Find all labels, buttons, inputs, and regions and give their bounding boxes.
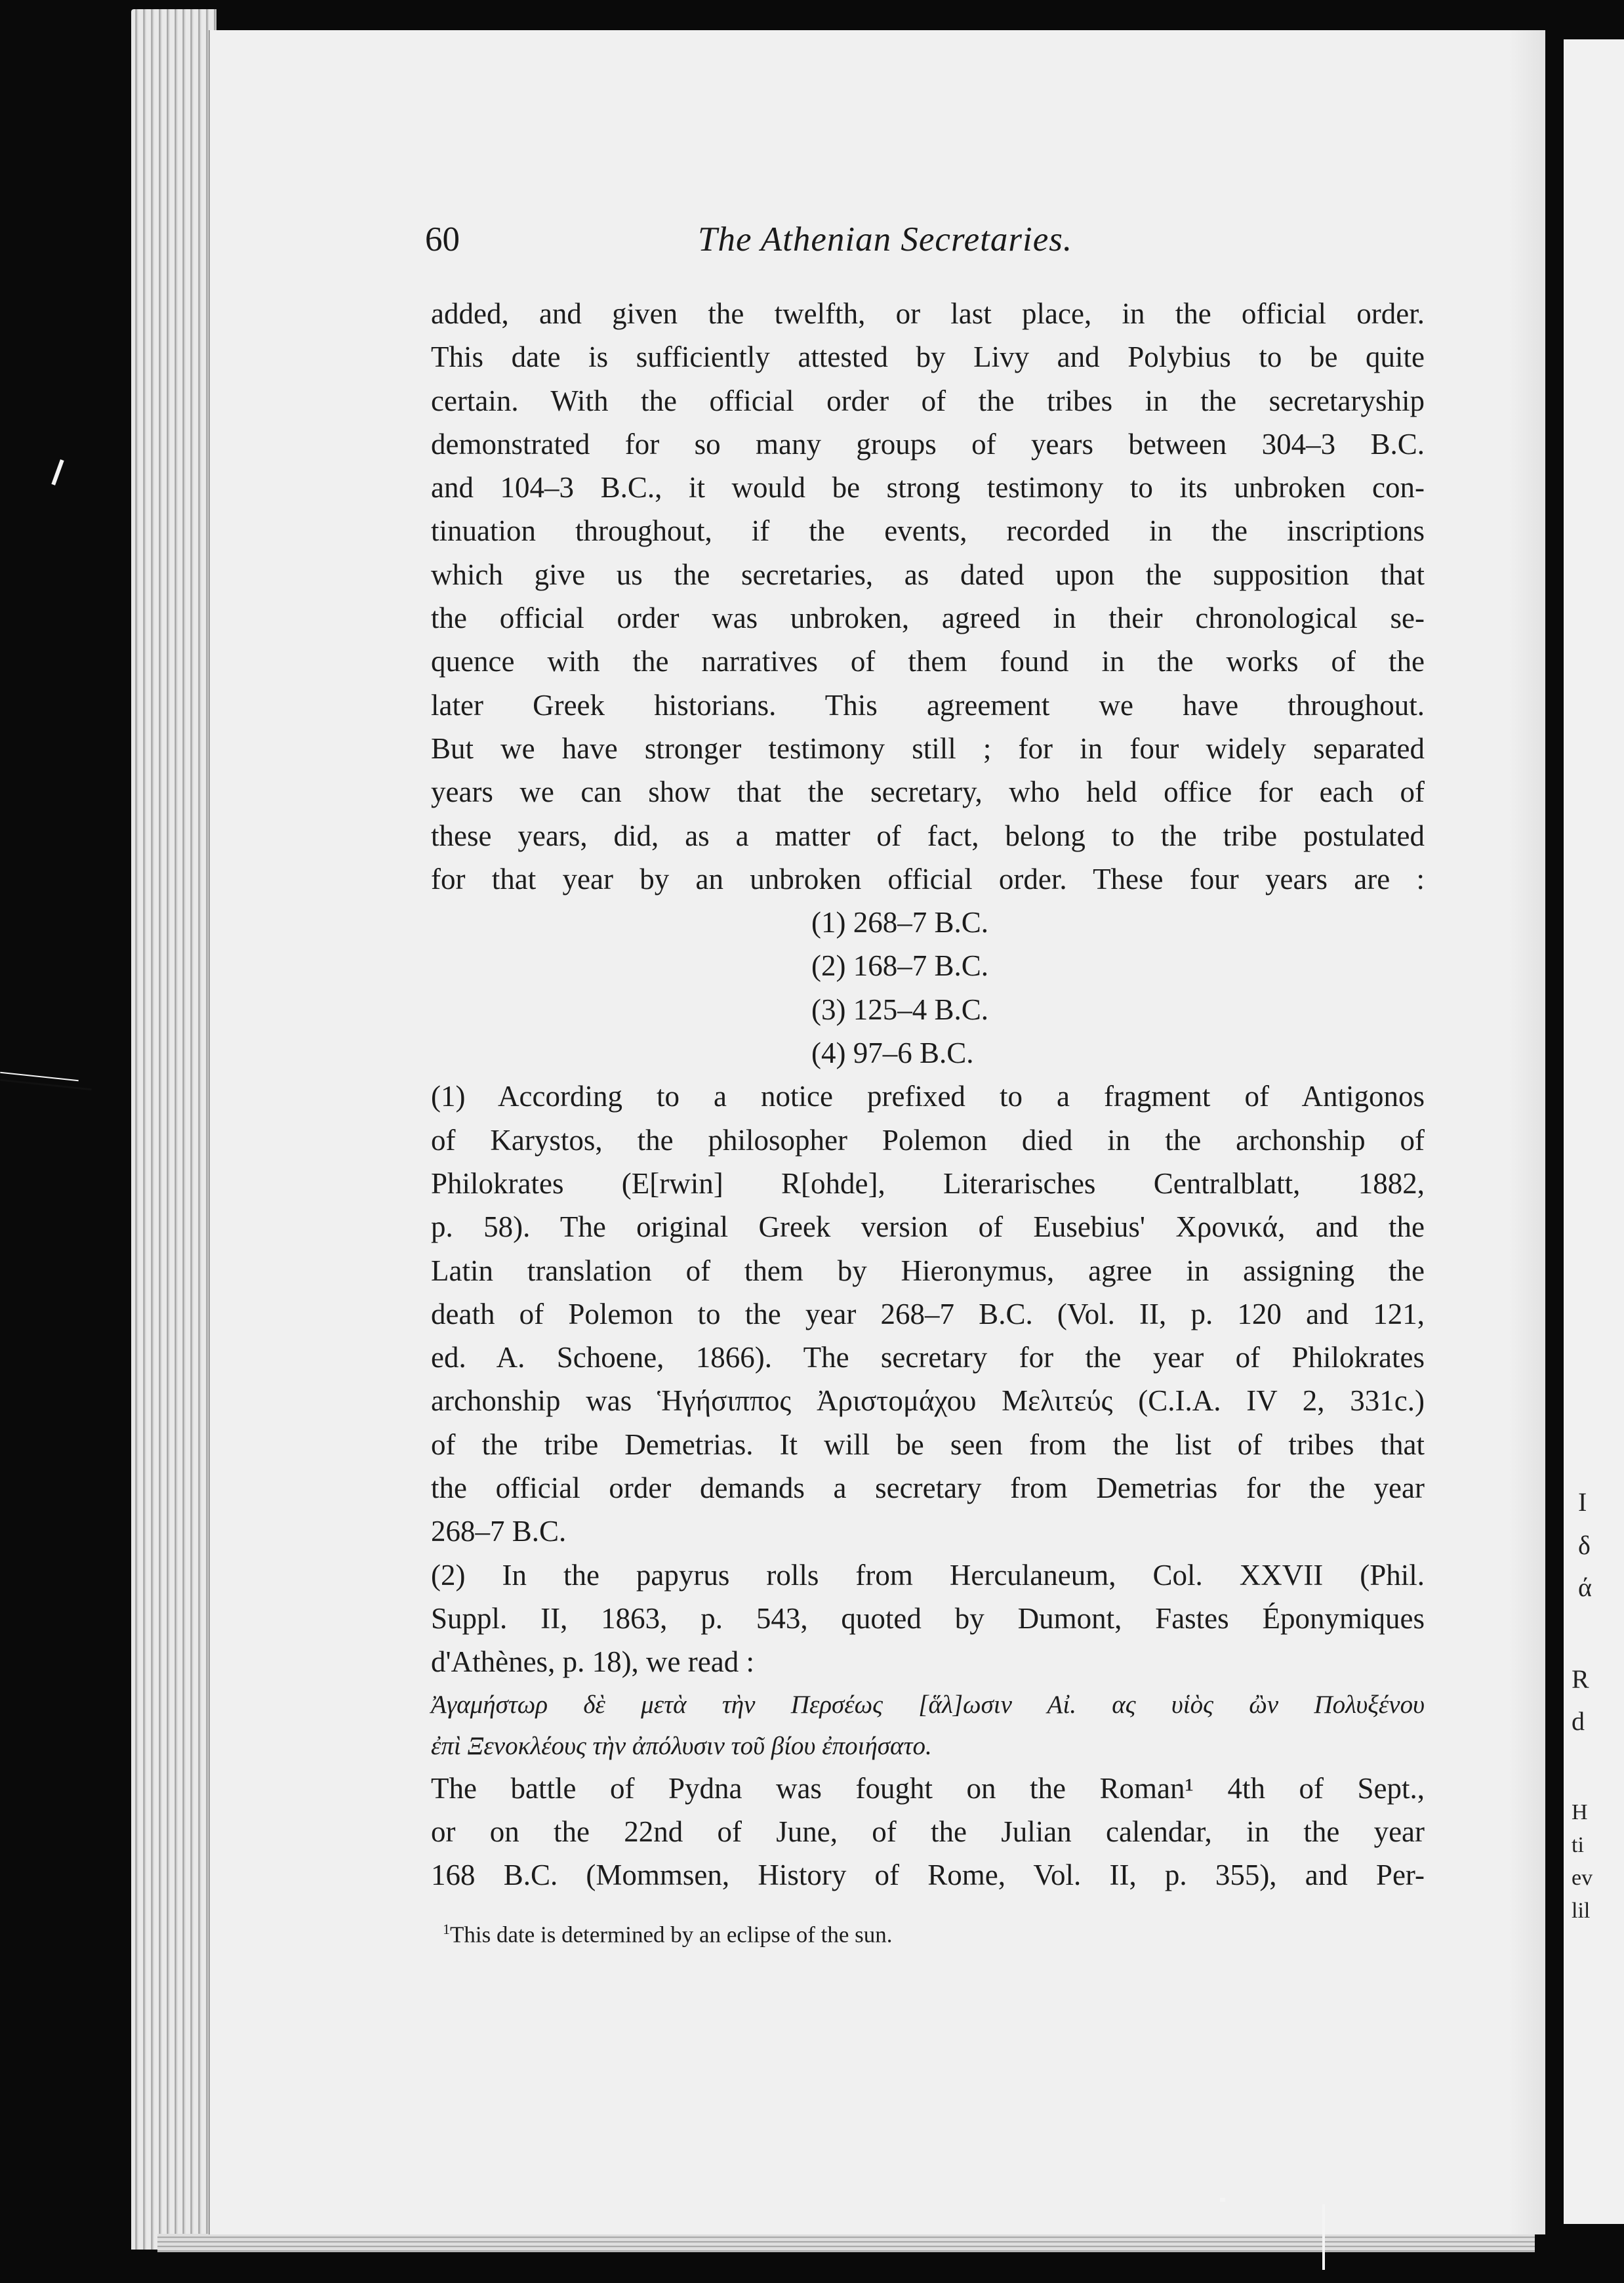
body-text — [431, 292, 1425, 1897]
text-line: of Karystos, the philosopher Polemon died in the archonship of — [431, 1123, 1425, 1157]
text-line: demonstrated for so many groups of years between 304–3 B.C. — [431, 427, 1425, 461]
adjacent-page-fragment: I — [1578, 1487, 1587, 1517]
page-gutter-shadow — [1509, 30, 1545, 2234]
text-line: Latin translation of them by Hieronymus, agree in assigning the — [431, 1254, 1425, 1287]
greek-quotation-line: ἐπὶ Ξενοκλέους τὴν ἀπόλυσιν τοῦ βίου ἐποιήσατο. — [431, 1731, 932, 1760]
adjacent-page-fragment: lil — [1572, 1899, 1591, 1923]
text-line: tinuation throughout, if the events, recorded in the inscriptions — [431, 514, 1425, 548]
page-edges-bottom — [157, 2234, 1535, 2252]
text-line: the official order demands a secretary from Demetrias for the year — [431, 1471, 1425, 1505]
text-line: (1) According to a notice prefixed to a fragment of Antigonos — [431, 1080, 1425, 1113]
text-line: for that year by an unbroken official order. These four years are : — [431, 862, 1425, 895]
adjacent-page-fragment: ti — [1572, 1833, 1584, 1857]
year-list-item: (4) 97–6 B.C. — [811, 1037, 974, 1070]
text-line: later Greek historians. This agreement we have throughout. — [431, 688, 1425, 722]
scan-artifact — [51, 459, 64, 485]
text-line: these years, did, as a matter of fact, belong to the tribe postulated — [431, 819, 1425, 852]
running-title: The Athenian Secretaries. — [698, 220, 1073, 258]
scan-artifact — [1322, 2204, 1325, 2270]
adjacent-page-fragment: ev — [1572, 1866, 1593, 1890]
text-line: Philokrates (E[rwin] R[ohde], Literarisches Centralblatt, 1882, — [431, 1166, 1425, 1200]
text-line: Suppl. II, 1863, p. 543, quoted by Dumont, Fastes Éponymiques — [431, 1601, 1425, 1635]
page-number: 60 — [425, 220, 460, 258]
scan-artifact — [1220, 2198, 1225, 2202]
text-line: The battle of Pydna was fought on the Roman¹ 4th of Sept., — [431, 1771, 1425, 1805]
text-line: quence with the narratives of them found in the works of the — [431, 645, 1425, 678]
text-line: (2) In the papyrus rolls from Herculaneum, Col. XXVII (Phil. — [431, 1558, 1425, 1592]
text-line: 268–7 B.C. — [431, 1515, 567, 1548]
text-line: certain. With the official order of the tribes in the secretaryship — [431, 384, 1425, 417]
text-line: 168 B.C. (Mommsen, History of Rome, Vol. II, p. 355), and Per- — [431, 1859, 1425, 1892]
footnote-marker: 1 — [443, 1921, 450, 1937]
text-line: This date is sufficiently attested by Livy and Polybius to be quite — [431, 340, 1425, 374]
text-line: which give us the secretaries, as dated upon the supposition that — [431, 558, 1425, 591]
text-line: But we have stronger testimony still ; for in four widely separated — [431, 731, 1425, 765]
text-line: the official order was unbroken, agreed in their chronological se- — [431, 602, 1425, 635]
year-list-item: (1) 268–7 B.C. — [811, 906, 988, 939]
adjacent-page-fragment: R — [1572, 1664, 1589, 1694]
year-list-item: (2) 168–7 B.C. — [811, 949, 988, 983]
footnote-text: This date is determined by an eclipse of the sun. — [450, 1922, 893, 1948]
footnote — [443, 1921, 893, 1948]
page-edges — [131, 9, 216, 2250]
text-line: ed. A. Schoene, 1866). The secretary for the year of Philokrates — [431, 1341, 1425, 1374]
year-list-item: (3) 125–4 B.C. — [811, 993, 988, 1026]
adjacent-page — [1564, 39, 1624, 2224]
adjacent-page-fragment: δ — [1578, 1531, 1591, 1560]
text-line: or on the 22nd of June, of the Julian calendar, in the year — [431, 1815, 1425, 1848]
greek-quotation-line: Ἀγαμήστωρ δὲ μετὰ τὴν Περσέως [ἅλ]ωσιν Αἰ. ας υἱὸς ὢν Πολυξένου — [431, 1690, 1425, 1719]
adjacent-page-fragment: H — [1572, 1800, 1588, 1824]
adjacent-page-fragment: d — [1572, 1706, 1585, 1736]
text-line: d'Athènes, p. 18), we read : — [431, 1645, 754, 1679]
text-line: archonship was Ἡγήσιππος Ἀριστομάχου Μελιτεύς (C.I.A. IV 2, 331c.) — [431, 1384, 1425, 1418]
text-line: p. 58). The original Greek version of Eusebius' Χρονικά, and the — [431, 1210, 1425, 1244]
text-line: of the tribe Demetrias. It will be seen from the list of tribes that — [431, 1428, 1425, 1461]
text-line: death of Polemon to the year 268–7 B.C. (Vol. II, p. 120 and 121, — [431, 1297, 1425, 1330]
adjacent-page-fragment: ά — [1578, 1573, 1592, 1602]
text-line: and 104–3 B.C., it would be strong testimony to its unbroken con- — [431, 471, 1425, 504]
text-line: added, and given the twelfth, or last place, in the official order. — [431, 297, 1425, 330]
text-line: years we can show that the secretary, who held office for each of — [431, 775, 1425, 809]
